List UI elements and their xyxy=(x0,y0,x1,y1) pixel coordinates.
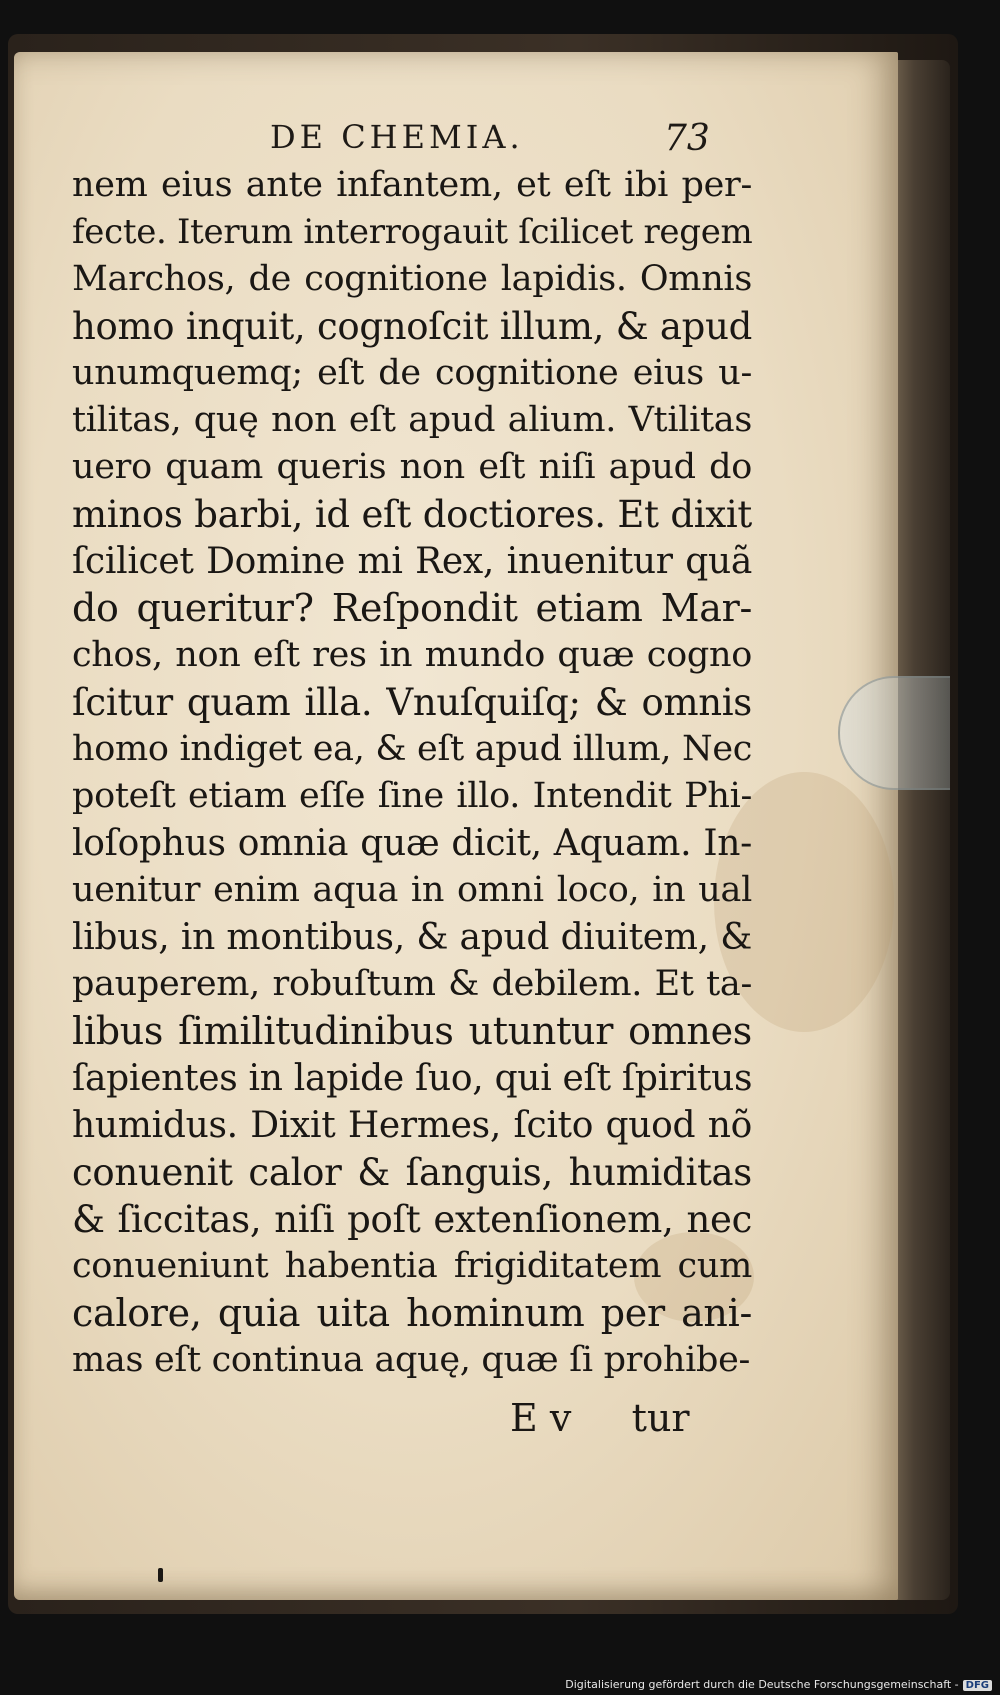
text-line: homo inquit, cognoſcit illum, & apud xyxy=(72,305,752,348)
credit-text: Digitalisierung gefördert durch die Deutsche Forschungsgemeinschaft - xyxy=(565,1678,959,1691)
text-line: libus ſimilitudinibus utuntur omnes xyxy=(72,1009,752,1053)
text-line: calore, quia uita hominum per ani- xyxy=(72,1291,752,1335)
text-line: poteſt etiam eſſe ſine illo. Intendit Phi- xyxy=(72,776,752,816)
running-head: DE CHEMIA. xyxy=(270,118,524,156)
text-line: uenitur enim aqua in omni loco, in ual xyxy=(72,870,752,910)
text-line: minos barbi, id eſt doctiores. Et dixit xyxy=(72,493,752,536)
text-line: mas eſt continua aquę, quæ ſi prohibe- xyxy=(72,1340,751,1380)
text-line: ſapientes in lapide ſuo, qui eſt ſpiritus xyxy=(72,1058,753,1099)
text-line: ſcilicet Domine mi Rex, inuenitur quã xyxy=(72,541,752,582)
text-line: pauperem, robuſtum & debilem. Et ta- xyxy=(72,964,752,1004)
text-line: homo indiget ea, & eſt apud illum, Nec xyxy=(72,729,753,769)
page-number: 73 xyxy=(664,118,710,159)
text-line: humidus. Dixit Hermes, ſcito quod nõ xyxy=(72,1105,752,1146)
text-line: fecte. Iterum interrogauit ſcilicet regem xyxy=(72,212,753,252)
digitization-credit xyxy=(565,1678,992,1691)
page-edges xyxy=(895,60,950,1600)
text-line: nem eius ante infantem, et eſt ibi per- xyxy=(72,165,752,205)
text-line: loſophus omnia quæ dicit, Aquam. In- xyxy=(72,823,752,864)
text-line: unumquemq; eſt de cognitione eius u- xyxy=(72,353,752,393)
body-text xyxy=(72,162,752,1384)
ink-mark xyxy=(158,1568,163,1582)
dfg-logo: DFG xyxy=(963,1680,992,1691)
text-line: ſcitur quam illa. Vnuſquiſq; & omnis xyxy=(72,681,752,724)
text-line: conuenit calor & ſanguis, humiditas xyxy=(72,1151,752,1194)
text-line: conueniunt habentia frigiditatem cum xyxy=(72,1246,752,1286)
text-line: tilitas, quę non eſt apud alium. Vtilitas xyxy=(72,400,752,440)
text-line: Marchos, de cognitione lapidis. Omnis xyxy=(72,259,752,299)
catchline-signature: E v tur xyxy=(510,1396,690,1440)
text-line: uero quam queris non eſt niſi apud do xyxy=(72,447,752,487)
text-line: chos, non eſt res in mundo quæ cogno xyxy=(72,635,752,675)
text-line: libus, in montibus, & apud diuitem, & xyxy=(72,917,752,958)
text-line: & ſiccitas, niſi poſt extenſionem, nec xyxy=(72,1198,752,1241)
bookmark-clip xyxy=(838,676,950,790)
text-line: do queritur? Reſpondit etiam Mar- xyxy=(72,586,752,630)
